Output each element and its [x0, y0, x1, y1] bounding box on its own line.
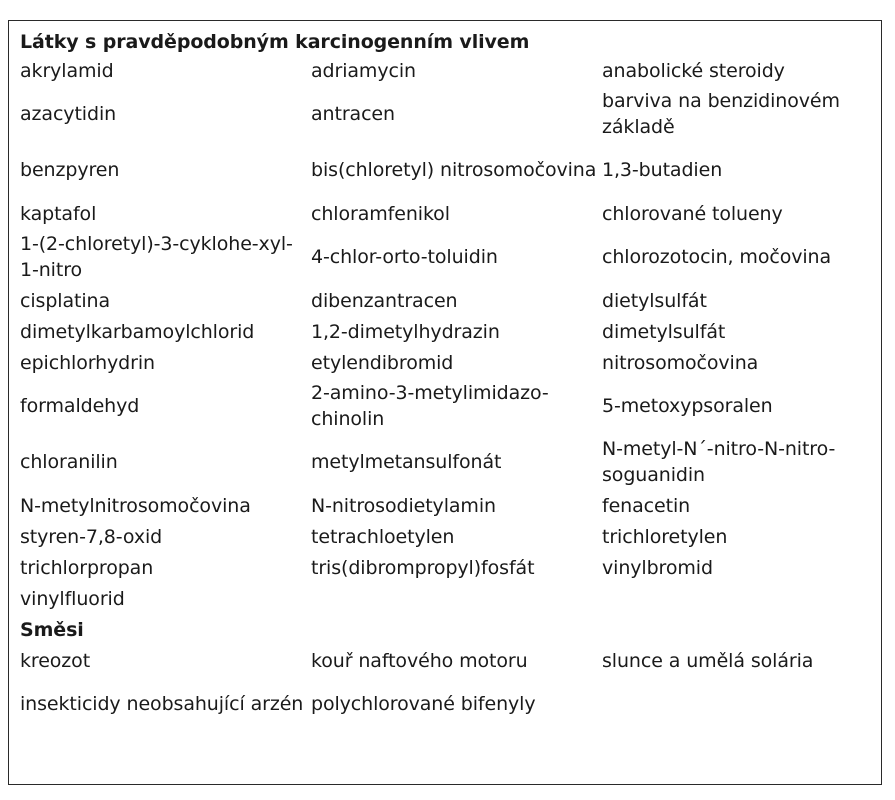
table-cell: chloramfenikol	[311, 202, 450, 225]
table-cell: dibenzantracen	[311, 289, 458, 312]
table-cell: benzpyren	[20, 159, 120, 181]
table-row	[20, 490, 880, 521]
table-cell: chlorozotocin, močovina	[602, 246, 832, 268]
table-cell: N-metyl-N´-nitro-N-nitro-soguanidin	[602, 438, 836, 486]
table-row	[20, 285, 880, 316]
table-cell: epichlorhydrin	[20, 351, 155, 374]
table-row	[20, 521, 880, 552]
table-cell	[311, 583, 602, 614]
table-cell: insekticidy neobsahující arzén	[20, 693, 304, 715]
table-cell: 1-(2-chloretyl)-3-cyklohe-xyl-1-nitro	[20, 233, 293, 281]
table-cell: tris(dibrompropyl)fosfát	[311, 556, 535, 579]
section-heading-row	[20, 614, 880, 645]
table-cell: formaldehyd	[20, 395, 140, 417]
table-row	[20, 229, 880, 285]
table-cell: N-nitrosodietylamin	[311, 494, 496, 517]
table-cell: 5-metoxypsoralen	[602, 395, 773, 417]
table-cell: barviva na benzidinovém základě	[602, 90, 840, 138]
table-cell: cisplatina	[20, 289, 111, 312]
table-cell: kaptafol	[20, 202, 97, 225]
table-cell: etylendibromid	[311, 351, 454, 374]
table-cell: 2-amino-3-metylimidazo-chinolin	[311, 382, 549, 430]
table-row	[20, 583, 880, 614]
carcinogen-table	[20, 29, 880, 732]
table-row	[20, 378, 880, 434]
table-cell: styren-7,8-oxid	[20, 525, 163, 548]
table-cell: chloranilin	[20, 451, 118, 473]
section-heading: Látky s pravděpodobným karcinogenním vlivem	[20, 31, 530, 53]
table-row	[20, 676, 880, 732]
table-row	[20, 552, 880, 583]
table-row	[20, 142, 880, 198]
table-cell: 1,2-dimetylhydrazin	[311, 320, 500, 343]
table-cell: 1,3-butadien	[602, 159, 723, 181]
table-cell: akrylamid	[20, 59, 114, 82]
table-cell: 4-chlor-orto-toluidin	[311, 246, 498, 268]
table-cell: kouř naftového motoru	[311, 649, 528, 672]
table-row	[20, 86, 880, 142]
table-cell: antracen	[311, 103, 395, 125]
table-cell: polychlorované bifenyly	[311, 693, 536, 715]
table-cell: slunce a umělá solária	[602, 649, 814, 672]
section-heading: Směsi	[20, 618, 84, 641]
table-cell	[602, 676, 880, 732]
table-cell: nitrosomočovina	[602, 351, 759, 374]
table-cell: metylmetansulfonát	[311, 451, 502, 473]
table-cell	[602, 583, 880, 614]
table-row	[20, 316, 880, 347]
table-row	[20, 198, 880, 229]
table-cell: adriamycin	[311, 59, 416, 82]
table-cell: anabolické steroidy	[602, 59, 785, 82]
table-cell: vinylbromid	[602, 556, 713, 579]
table-cell: dimetylsulfát	[602, 320, 726, 343]
table-cell: chlorované tolueny	[602, 202, 783, 225]
table-cell: dimetylkarbamoylchlorid	[20, 320, 255, 343]
table-cell: tetrachloetylen	[311, 525, 455, 548]
table-row	[20, 434, 880, 490]
table-cell: azacytidin	[20, 103, 117, 125]
table-cell: vinylfluorid	[20, 587, 125, 610]
table-cell: fenacetin	[602, 494, 691, 517]
table-cell: N-metylnitrosomočovina	[20, 494, 251, 517]
table-cell: trichlorpropan	[20, 556, 154, 579]
table-row	[20, 347, 880, 378]
table-cell: bis(chloretyl) nitrosomočovina	[311, 159, 597, 181]
table-cell: dietylsulfát	[602, 289, 707, 312]
table-row	[20, 645, 880, 676]
table-cell: kreozot	[20, 649, 91, 672]
table-cell: trichloretylen	[602, 525, 728, 548]
table-row	[20, 55, 880, 86]
carcinogen-table-frame	[8, 20, 882, 785]
section-heading-row	[20, 29, 880, 55]
